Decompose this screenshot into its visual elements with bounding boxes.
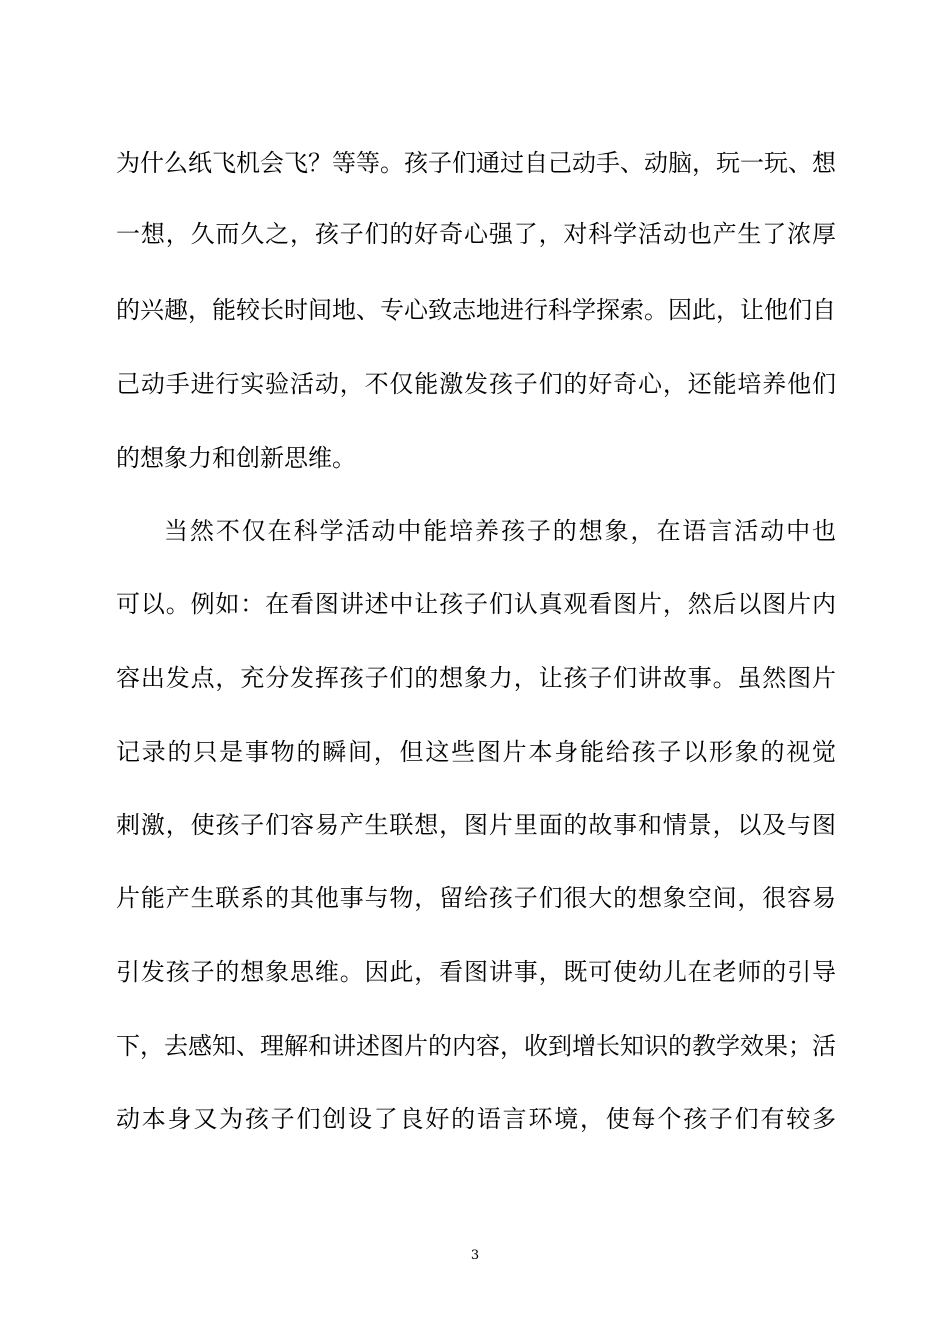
paragraph-line: 片能产生联系的其他事与物，留给孩子们很大的想象空间，很容易 [116,884,836,912]
paragraph-line: 当然不仅在科学活动中能培养孩子的想象，在语言活动中也 [164,517,836,545]
paragraph-line: 己动手进行实验活动，不仅能激发孩子们的好奇心，还能培养他们 [116,370,836,398]
paragraph-line: 刺激，使孩子们容易产生联想，图片里面的故事和情景，以及与图 [116,811,836,839]
paragraph-line: 为什么纸飞机会飞？等等。孩子们通过自己动手、动脑，玩一玩、想 [116,149,836,177]
paragraph-line: 动本身又为孩子们创设了良好的语言环境，使每个孩子们有较多 [116,1105,836,1133]
paragraph-line: 的想象力和创新思维。 [116,444,356,472]
paragraph-line: 的兴趣，能较长时间地、专心致志地进行科学探索。因此，让他们自 [116,296,836,324]
paragraph-line: 引发孩子的想象思维。因此，看图讲事，既可使幼儿在老师的引导 [116,958,836,986]
paragraph-line: 容出发点，充分发挥孩子们的想象力，让孩子们讲故事。虽然图片 [116,664,836,692]
paragraph-line: 记录的只是事物的瞬间，但这些图片本身能给孩子以形象的视觉 [116,738,836,766]
paragraph-line: 一想，久而久之，孩子们的好奇心强了，对科学活动也产生了浓厚 [116,220,836,248]
paragraph-line: 下，去感知、理解和讲述图片的内容，收到增长知识的教学效果；活 [116,1032,836,1060]
paragraph-line: 可以。例如：在看图讲述中让孩子们认真观看图片，然后以图片内 [116,590,836,618]
page-number: 3 [470,1248,480,1263]
